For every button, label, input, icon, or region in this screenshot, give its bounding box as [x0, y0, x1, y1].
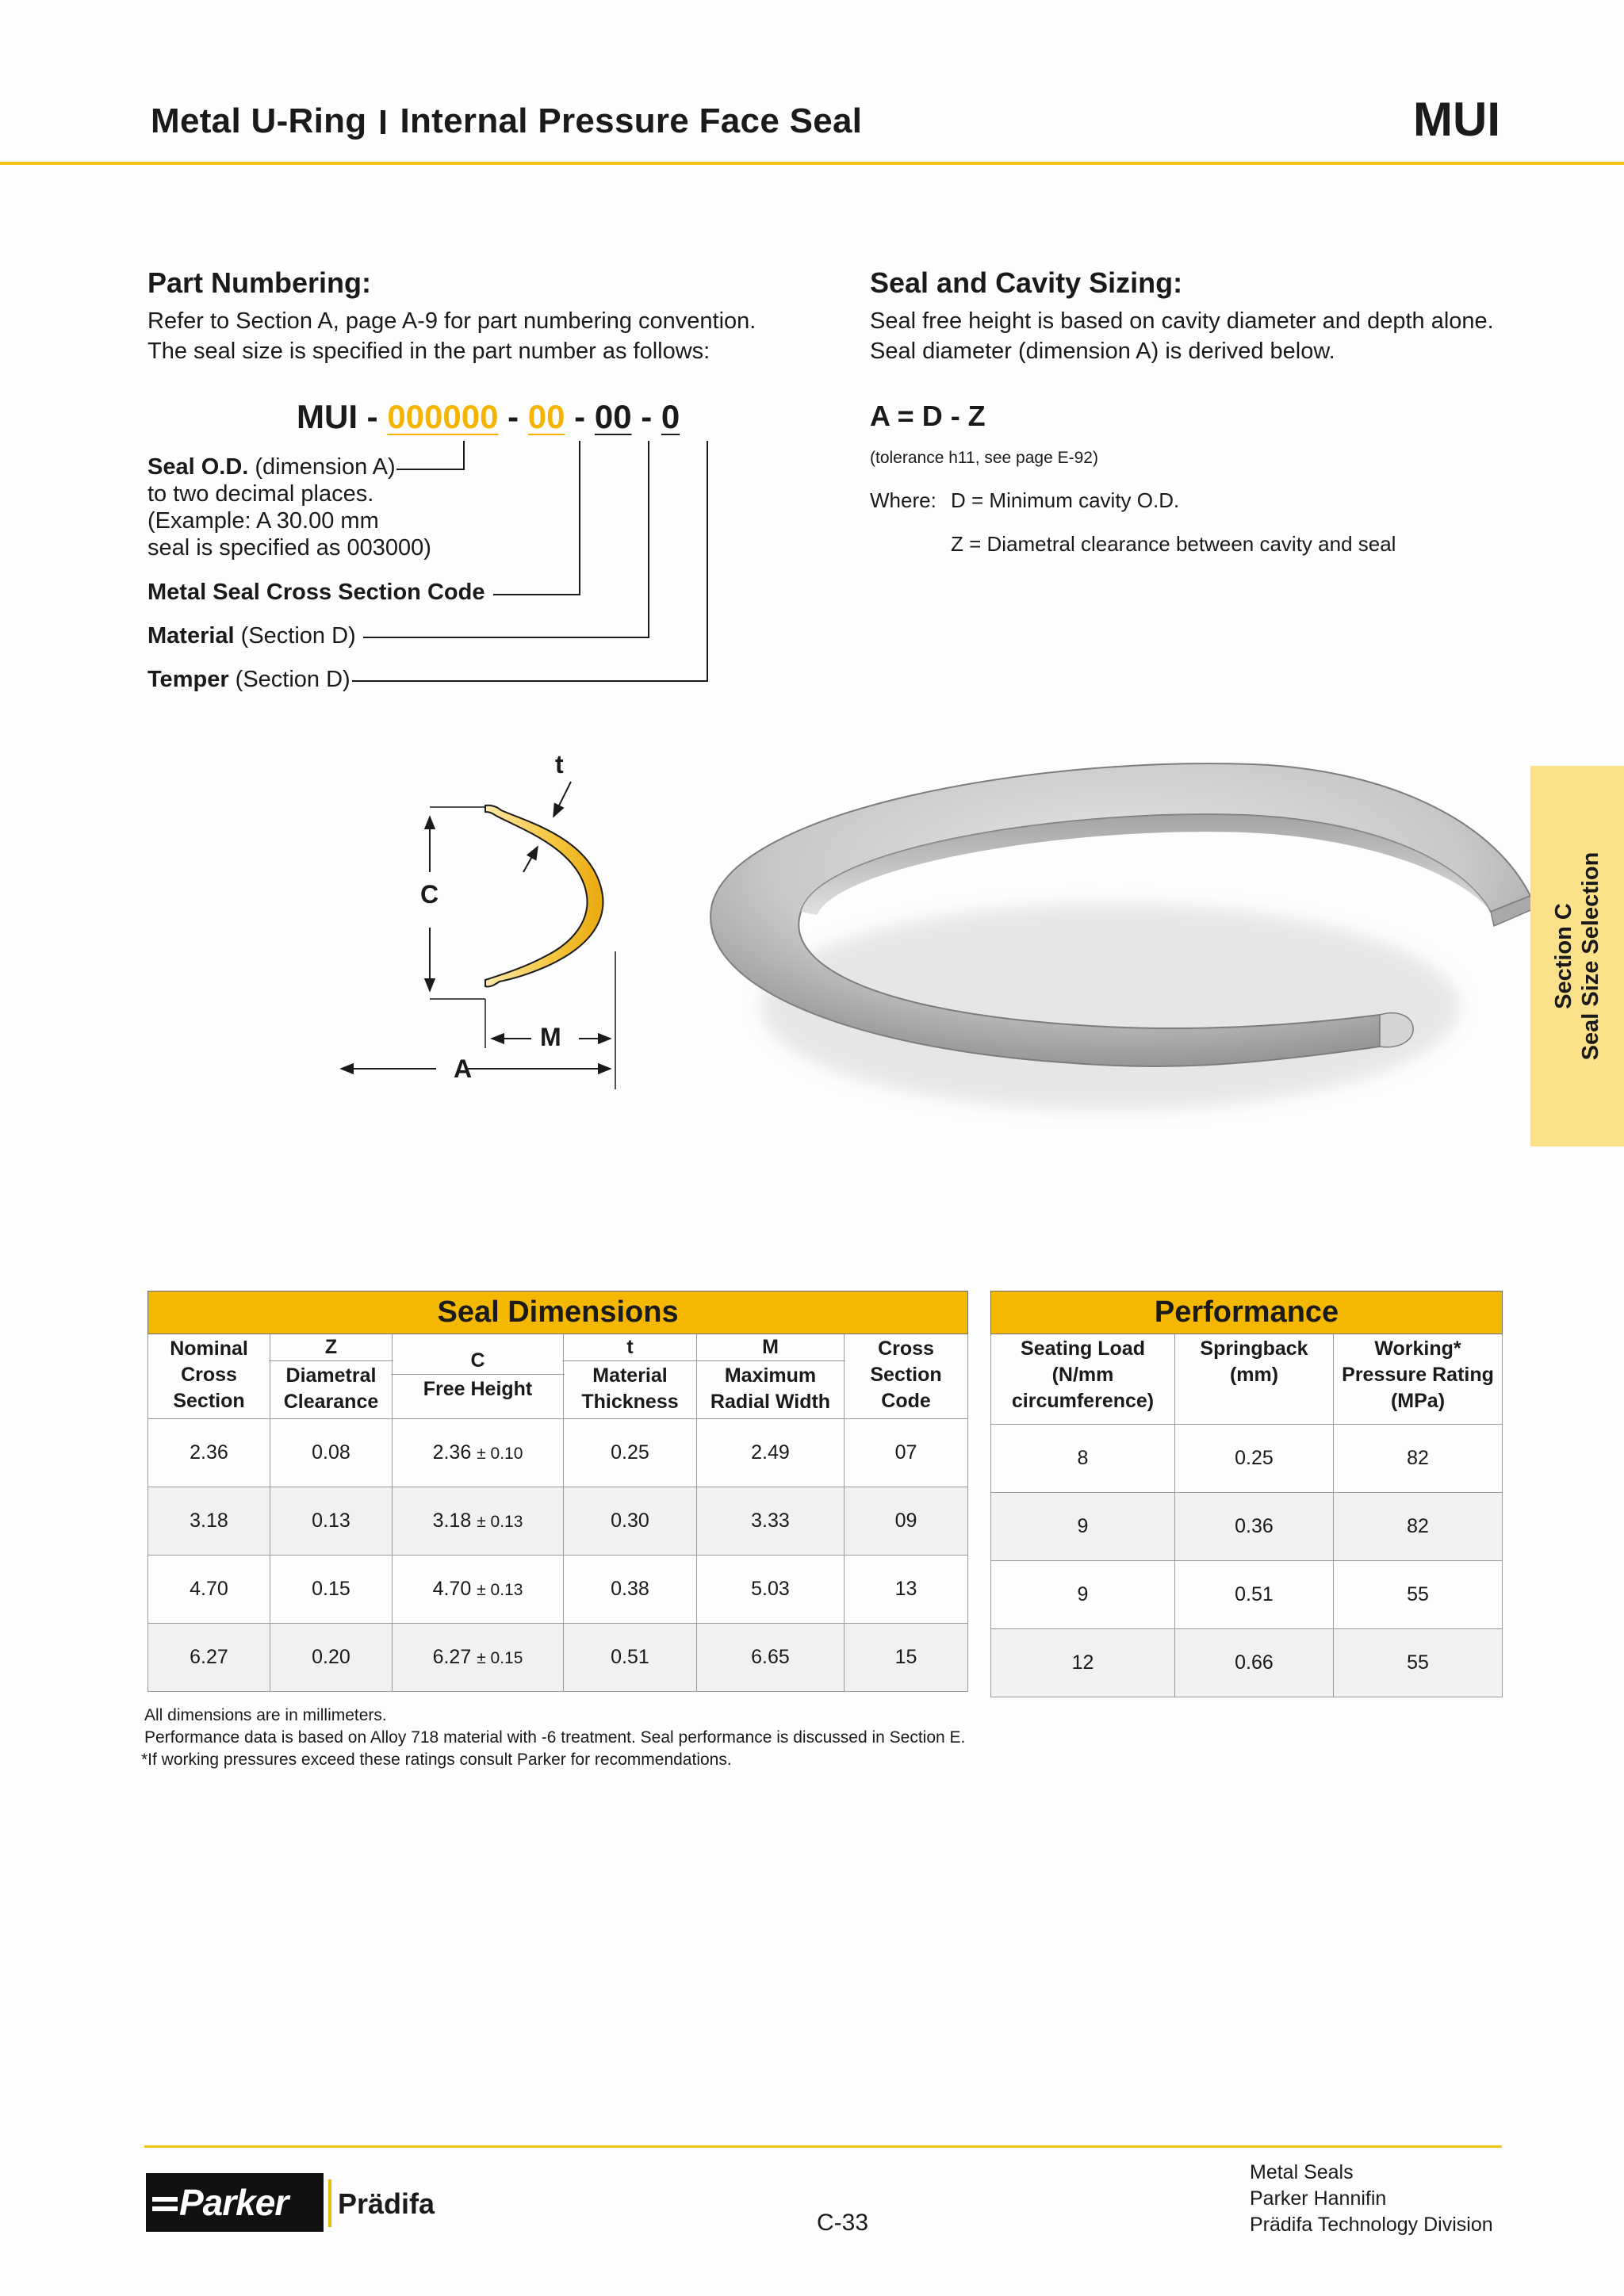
logo-divider [328, 2179, 331, 2227]
header-subtext: Free Height [391, 1374, 565, 1402]
table-row [148, 1624, 968, 1692]
page-number: C-33 [817, 2210, 869, 2236]
header-seating-load: Seating Load (N/mm circumference) [991, 1334, 1175, 1425]
cell-seating-load: 9 [991, 1493, 1175, 1561]
cell-m: 5.03 [697, 1556, 845, 1624]
cell-code: 09 [845, 1487, 968, 1556]
sizing-where: Where: [870, 488, 936, 512]
sizing-line-1: Seal free height is based on cavity diameter and depth alone. [870, 308, 1494, 334]
cell-c [393, 1419, 564, 1487]
cell-c [393, 1556, 564, 1624]
cell-t: 0.51 [564, 1624, 697, 1692]
label-c: C [420, 880, 439, 909]
header-text: t [626, 1336, 634, 1358]
cell-c-value: 2.36 [432, 1441, 472, 1464]
material-bold: Material [147, 623, 235, 649]
cell-pressure: 55 [1334, 1629, 1503, 1697]
header-subtext: Maximum Radial Width [695, 1360, 845, 1415]
seal-dimensions-table [147, 1291, 968, 1692]
material-rest: (Section D) [234, 623, 356, 649]
u-profile-shape [485, 806, 603, 987]
header-text: Nominal Cross Section [170, 1337, 248, 1412]
t-arrow-in [553, 782, 571, 817]
header-text: Cross Section Code [870, 1337, 942, 1412]
section-side-tab [1530, 766, 1624, 1146]
material-label [147, 622, 356, 649]
seal-table-header-row [148, 1334, 968, 1419]
pn-cross-field: 00 [527, 398, 565, 435]
seal-od-label [147, 453, 431, 561]
leader-cross-section [493, 441, 580, 595]
side-tab-line-1: Section C [1551, 903, 1576, 1009]
temper-bold: Temper [147, 667, 229, 692]
cell-seating-load: 12 [991, 1629, 1175, 1697]
sizing-d-definition: D = Minimum cavity O.D. [951, 488, 1180, 512]
table-row [991, 1561, 1503, 1629]
cell-ncs: 3.18 [148, 1487, 270, 1556]
side-tab-line-2: Seal Size Selection [1578, 851, 1603, 1061]
table-row [148, 1487, 968, 1556]
cell-c-value: 6.27 [432, 1646, 472, 1668]
cell-z: 0.08 [270, 1419, 393, 1487]
header-c [393, 1334, 564, 1419]
table-row [991, 1493, 1503, 1561]
cell-m: 6.65 [697, 1624, 845, 1692]
cell-z: 0.20 [270, 1624, 393, 1692]
header-nominal-cross-section [148, 1334, 270, 1419]
cell-t: 0.30 [564, 1487, 697, 1556]
logo-stripe [152, 2206, 178, 2211]
pradifa-logo-text: Prädifa [338, 2187, 435, 2220]
parker-pradifa-logo [146, 2173, 435, 2232]
header-z [270, 1334, 393, 1419]
pn-size-field: 000000 [387, 398, 499, 435]
t-arrow-out [523, 847, 538, 872]
header-subtext: Material Thickness [562, 1360, 698, 1415]
header-text: C [470, 1349, 485, 1372]
cell-c-value: 3.18 [432, 1510, 472, 1532]
sizing-z-definition: Z = Diametral clearance between cavity and seal [951, 532, 1396, 556]
cell-c-tolerance: ± 0.10 [477, 1445, 523, 1463]
footer-line-1: Metal Seals [1250, 2161, 1354, 2183]
seal-table-title: Seal Dimensions [148, 1292, 968, 1334]
cell-seating-load: 9 [991, 1561, 1175, 1629]
temper-rest: (Section D) [228, 667, 350, 692]
part-numbering-heading: Part Numbering: [147, 266, 372, 299]
performance-table [990, 1291, 1503, 1697]
parker-logo-block [146, 2173, 324, 2232]
cell-code: 13 [845, 1556, 968, 1624]
header-text: M [762, 1336, 779, 1358]
note-units: All dimensions are in millimeters. [144, 1706, 387, 1724]
intro-line-1: Refer to Section A, page A-9 for part numbering convention. [147, 308, 756, 334]
table-row [148, 1419, 968, 1487]
cell-ncs: 2.36 [148, 1419, 270, 1487]
product-code: MUI [1413, 93, 1500, 146]
cell-m: 2.49 [697, 1419, 845, 1487]
label-m: M [540, 1023, 561, 1051]
cell-springback: 0.36 [1175, 1493, 1334, 1561]
sizing-intro [870, 306, 1494, 366]
performance-header-row [991, 1334, 1503, 1425]
pn-temper-field: 0 [661, 398, 680, 435]
cell-z: 0.13 [270, 1487, 393, 1556]
label-a: A [454, 1054, 473, 1083]
cell-ncs: 6.27 [148, 1624, 270, 1692]
performance-table-title: Performance [991, 1292, 1503, 1334]
seal-od-bold: Seal O.D. [147, 454, 249, 480]
cross-section-label [147, 579, 485, 606]
cell-c-tolerance: ± 0.15 [477, 1649, 523, 1667]
header-subtext: Diametral Clearance [269, 1360, 393, 1415]
cell-c-tolerance: ± 0.13 [477, 1581, 523, 1599]
cell-code: 15 [845, 1624, 968, 1692]
cross-section-diagram [301, 737, 666, 1094]
intro-line-2: The seal size is specified in the part number as follows: [147, 339, 710, 364]
pn-dash: - [631, 398, 661, 435]
cell-t: 0.25 [564, 1419, 697, 1487]
sizing-heading: Seal and Cavity Sizing: [870, 266, 1183, 299]
pn-dash: - [498, 398, 528, 435]
pn-material-field: 00 [594, 398, 632, 435]
temper-label [147, 666, 350, 693]
cell-c [393, 1487, 564, 1556]
seal-od-line-4: seal is specified as 003000) [147, 535, 431, 561]
seal-od-line-3: (Example: A 30.00 mm [147, 508, 379, 534]
metal-u-ring-illustration [698, 745, 1538, 1142]
header-t [564, 1334, 697, 1419]
header-cross-section-code [845, 1334, 968, 1419]
footer-line-3: Prädifa Technology Division [1250, 2214, 1493, 2236]
header-working-pressure: Working* Pressure Rating (MPa) [1334, 1334, 1503, 1425]
footer-rule [144, 2145, 1502, 2148]
header-text: Z [324, 1336, 338, 1358]
cell-springback: 0.66 [1175, 1629, 1334, 1697]
cell-c [393, 1624, 564, 1692]
pn-dash: - [565, 398, 595, 435]
cell-pressure: 55 [1334, 1561, 1503, 1629]
cell-code: 07 [845, 1419, 968, 1487]
cell-z: 0.15 [270, 1556, 393, 1624]
parker-logo-text: Parker [179, 2182, 289, 2223]
label-t: t [555, 750, 564, 779]
cell-t: 0.38 [564, 1556, 697, 1624]
logo-stripe [152, 2197, 178, 2202]
cell-seating-load: 8 [991, 1425, 1175, 1493]
table-row [991, 1425, 1503, 1493]
note-pressure: *If working pressures exceed these ratings consult Parker for recommendations. [141, 1751, 732, 1769]
table-row [991, 1629, 1503, 1697]
header-springback: Springback (mm) [1175, 1334, 1334, 1425]
cell-m: 3.33 [697, 1487, 845, 1556]
seal-od-rest: (dimension A) [248, 454, 396, 480]
header-m [697, 1334, 845, 1419]
footer-line-2: Parker Hannifin [1250, 2187, 1387, 2210]
seal-od-line-2: to two decimal places. [147, 481, 374, 507]
footer-division-info [1250, 2160, 1493, 2238]
sizing-formula: A = D - Z [870, 400, 986, 432]
product-subtitle: Internal Pressure Face Seal [400, 101, 863, 140]
cell-springback: 0.51 [1175, 1561, 1334, 1629]
table-row [148, 1556, 968, 1624]
cell-c-value: 4.70 [432, 1578, 472, 1600]
product-name: Metal U-Ring [151, 101, 367, 140]
cross-section-label-text: Metal Seal Cross Section Code [147, 580, 485, 605]
cell-pressure: 82 [1334, 1425, 1503, 1493]
sizing-tolerance: (tolerance h11, see page E-92) [870, 449, 1098, 467]
sizing-line-2: Seal diameter (dimension A) is derived below. [870, 339, 1335, 364]
cell-pressure: 82 [1334, 1493, 1503, 1561]
pn-prefix: MUI - [297, 398, 388, 435]
cell-c-tolerance: ± 0.13 [477, 1513, 523, 1531]
side-tab-text [1550, 852, 1604, 1061]
cell-springback: 0.25 [1175, 1425, 1334, 1493]
cell-ncs: 4.70 [148, 1556, 270, 1624]
note-performance: Performance data is based on Alloy 718 material with -6 treatment. Seal performance is discussed in Section E. [144, 1728, 966, 1747]
